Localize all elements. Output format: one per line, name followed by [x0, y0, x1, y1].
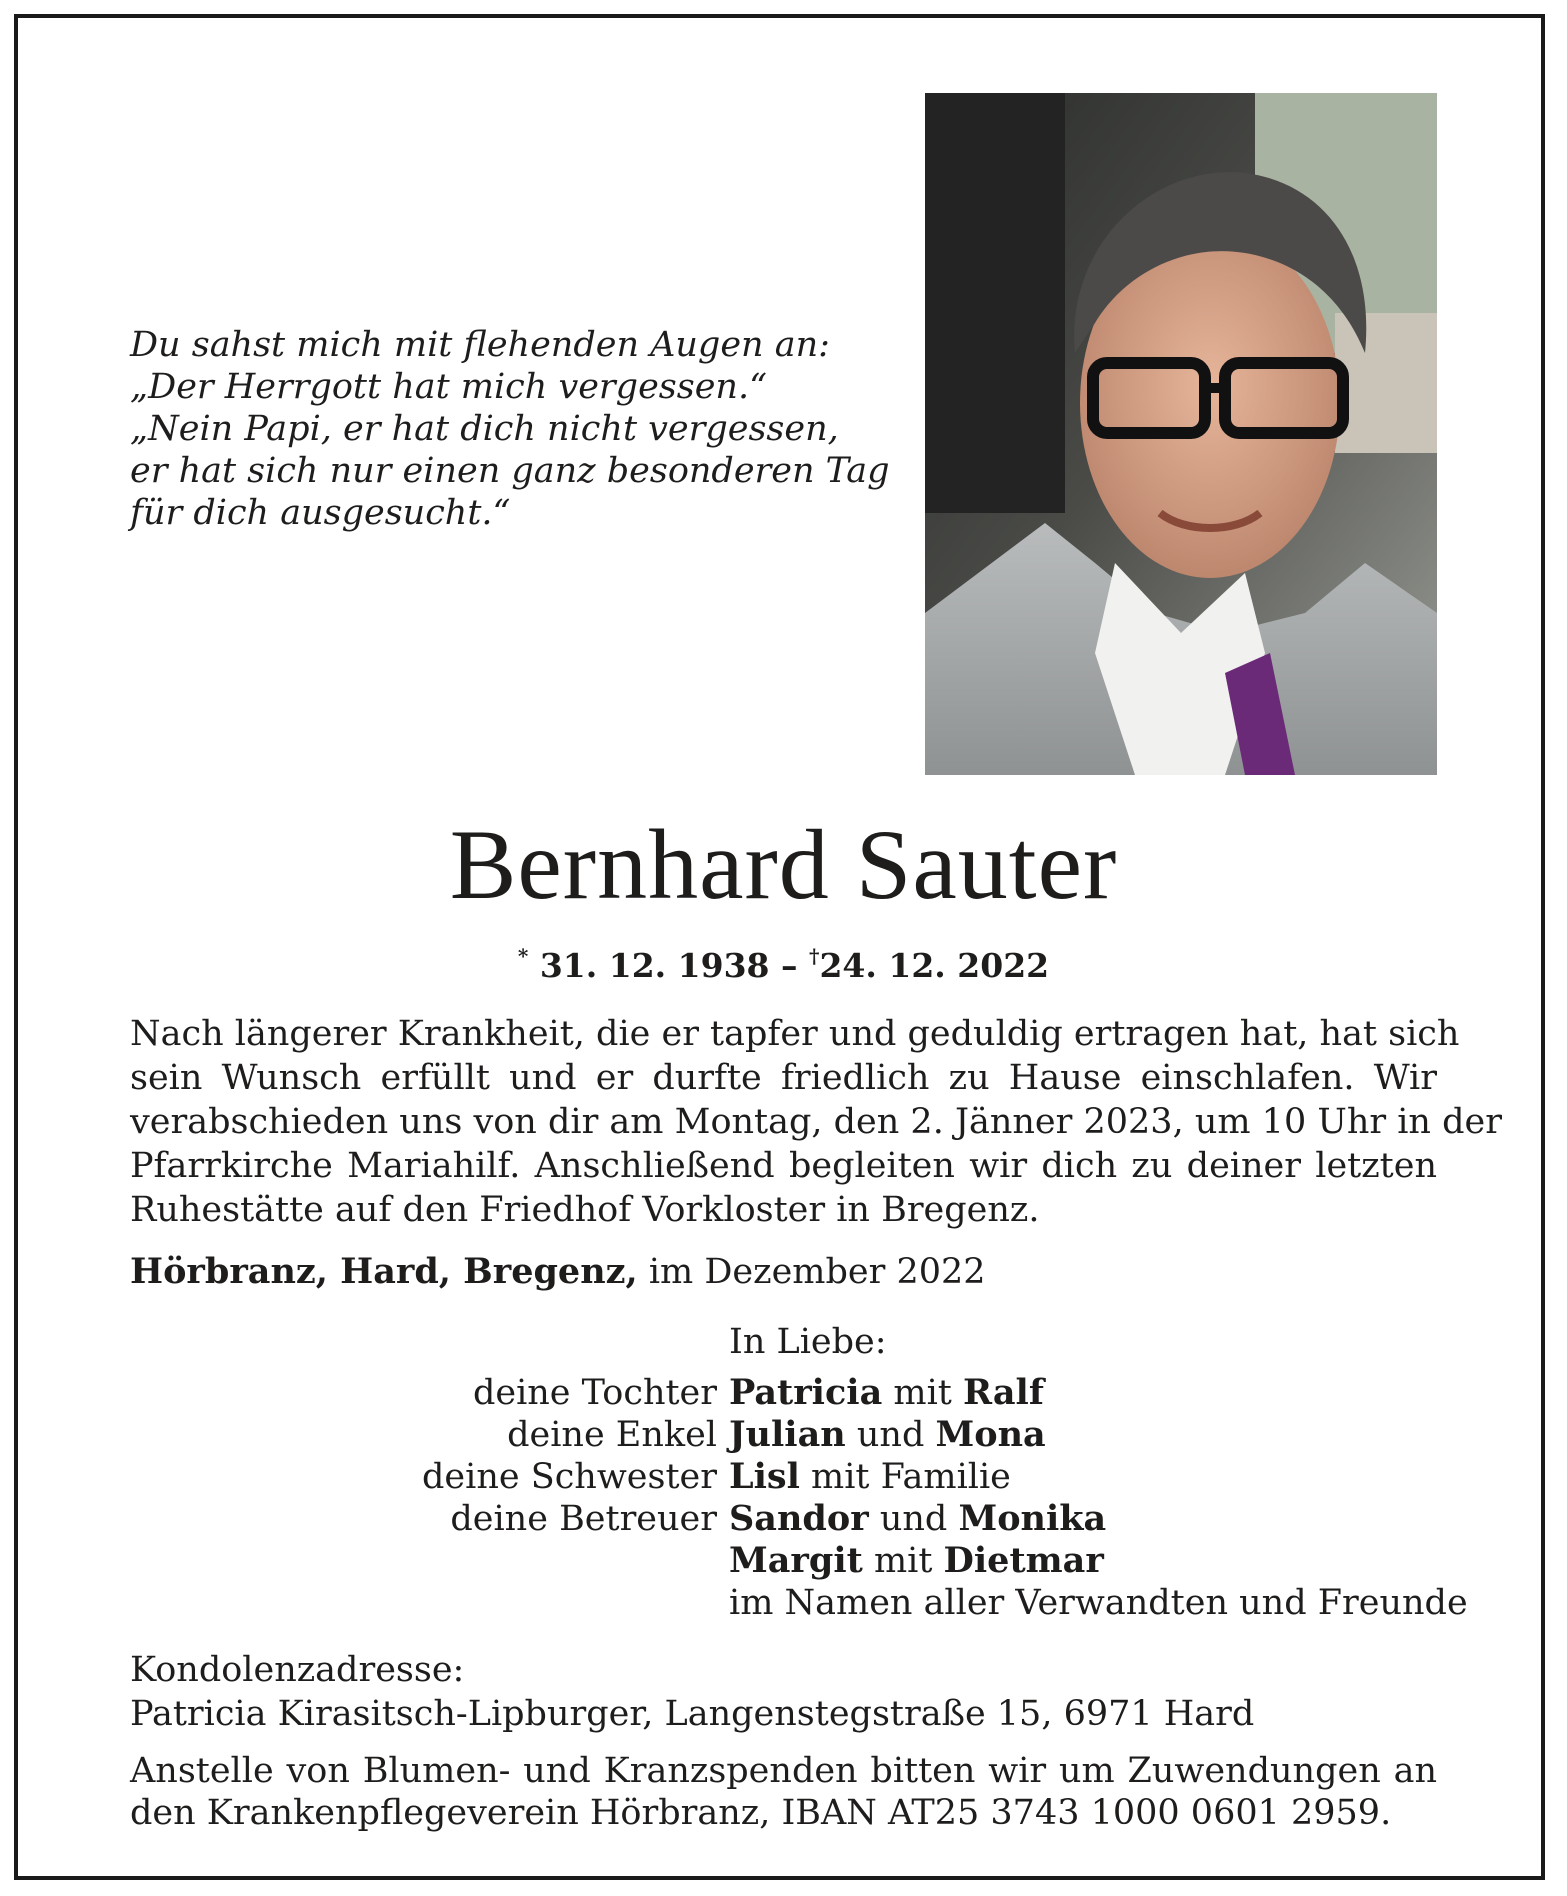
family-name: Dietmar: [943, 1540, 1104, 1581]
birth-symbol: *: [517, 944, 529, 968]
announcement-line: Ruhestätte auf den Friedhof Vorkloster in Bregenz.: [130, 1190, 1040, 1230]
quote-line: für dich ausgesucht.“: [130, 493, 511, 533]
family-name: Patricia: [729, 1372, 883, 1413]
place-towns: Hörbranz, Hard, Bregenz,: [130, 1251, 638, 1292]
family-row: [0, 1372, 1567, 1414]
family-relation: deine Schwester: [422, 1457, 717, 1497]
announcement-line: sein Wunsch erfüllt und er durfte friedlich zu Hause einschlafen. Wir: [130, 1058, 1437, 1098]
place-date: [130, 1250, 986, 1294]
quote-line: „Nein Papi, er hat dich nicht vergessen,: [130, 409, 839, 449]
family-name: Mona: [935, 1414, 1046, 1455]
family-relation: deine Betreuer: [450, 1499, 717, 1539]
family-name: Lisl: [729, 1456, 800, 1497]
quote-line: „Der Herrgott hat mich vergessen.“: [130, 367, 767, 407]
death-date: 24. 12. 2022: [819, 946, 1050, 985]
date-separator: –: [781, 946, 798, 985]
donation-line: den Krankenpflegeverein Hörbranz, IBAN AT25 3743 1000 0601 2959.: [130, 1793, 1392, 1833]
family-row: [0, 1540, 1567, 1582]
family-conj: mit Familie: [811, 1457, 1011, 1497]
life-dates: [0, 936, 1567, 986]
deceased-name: Bernhard Sauter: [449, 809, 1118, 920]
family-name: Julian: [729, 1414, 846, 1455]
family-row: [0, 1456, 1567, 1498]
portrait-photo: [925, 93, 1437, 775]
condolence-label: Kondolenzadresse:: [130, 1650, 465, 1690]
place-month: im Dezember 2022: [648, 1252, 986, 1292]
family-conj: mit: [893, 1373, 952, 1413]
in-love-label: In Liebe:: [729, 1322, 887, 1362]
announcement-line: Nach längerer Krankheit, die er tapfer und geduldig ertragen hat, hat sich: [130, 1014, 1460, 1054]
family-list: [0, 1372, 1567, 1624]
announcement-line: Pfarrkirche Mariahilf. Anschließend begleiten wir dich zu deiner letzten: [130, 1146, 1437, 1186]
family-row: [0, 1498, 1567, 1540]
family-row: [0, 1582, 1567, 1624]
family-name: Monika: [958, 1498, 1107, 1539]
family-conj: und: [879, 1499, 948, 1539]
quote-line: er hat sich nur einen ganz besonderen Tag: [130, 451, 890, 491]
birth-date: 31. 12. 1938: [539, 946, 770, 985]
family-row: [0, 1414, 1567, 1456]
quote-line: Du sahst mich mit flehenden Augen an:: [130, 325, 830, 365]
condolence-address: Patricia Kirasitsch-Lipburger, Langenstegstraße 15, 6971 Hard: [130, 1694, 1255, 1734]
portrait-illustration: [925, 93, 1437, 775]
family-name: Margit: [729, 1540, 863, 1581]
death-symbol: †: [809, 944, 820, 968]
family-relation: deine Enkel: [507, 1415, 717, 1455]
memorial-quote: [130, 324, 890, 534]
family-closing: im Namen aller Verwandten und Freunde: [729, 1583, 1468, 1623]
announcement-line: verabschieden uns von dir am Montag, den 2. Jänner 2023, um 10 Uhr in der: [130, 1102, 1502, 1142]
family-conj: mit: [873, 1541, 933, 1581]
family-name: Sandor: [729, 1498, 869, 1539]
donation-text: [130, 1750, 1437, 1834]
family-name: Ralf: [962, 1372, 1044, 1413]
donation-line: Anstelle von Blumen- und Kranzspenden bitten wir um Zuwendungen an: [130, 1751, 1437, 1791]
family-relation: deine Tochter: [472, 1373, 717, 1413]
condolence-block: [130, 1648, 1254, 1736]
family-conj: und: [856, 1415, 925, 1455]
announcement-text: [130, 1012, 1502, 1232]
